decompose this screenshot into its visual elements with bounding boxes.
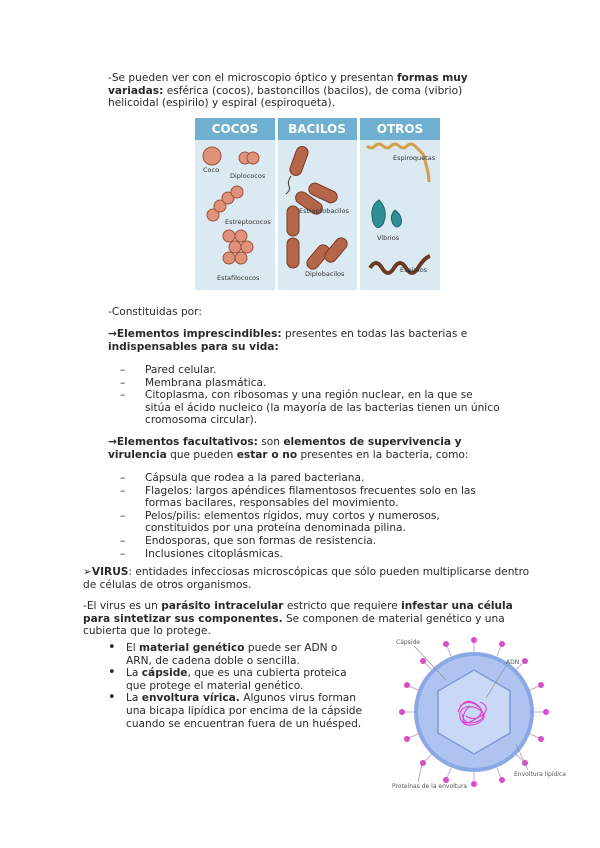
otros-header: OTROS: [376, 122, 424, 136]
intro-text: -Se pueden ver con el microscopio óptico y presentan: [108, 72, 397, 84]
virus-text: : entidades infecciosas microscópicas que sólo pueden multiplicarse dentro de células de otros organismos.: [83, 566, 530, 591]
constituidas-heading: -Constituidas por:: [108, 306, 202, 318]
label-coco: Coco: [203, 166, 220, 174]
intro-bold: formas muy variadas:: [108, 72, 468, 97]
virus-definition: [83, 566, 531, 591]
item-bold: envoltura vírica.: [141, 692, 240, 705]
list-item: – Cápsula que rodea a la pared bacteriana.: [120, 472, 505, 485]
list-item: – Flagelos: largos apéndices filamentosos frecuentes solo en las formas bacilares, responsables del movimiento.: [120, 485, 505, 510]
label-diplobacilos: Diplobacilos: [305, 270, 345, 278]
facultativos-bold-2: elementos de supervivencia y virulencia: [108, 436, 462, 461]
list-item: – Membrana plasmática.: [120, 377, 500, 390]
list-item: – Pared celular.: [120, 364, 500, 377]
item-text: Algunos virus forman una bicapa lipídica por encima de la cápside cuando se encuentran fuera de un huésped.: [126, 692, 363, 730]
virus-title: VIRUS: [91, 566, 129, 578]
cocos-panel: [195, 118, 275, 290]
list-item: [108, 642, 363, 667]
item-text: , que es una cubierta proteica que protege el material genético.: [126, 667, 347, 692]
virus-p-text-1: -El virus es un: [83, 600, 162, 612]
bacilos-header: BACILOS: [288, 122, 346, 136]
virus-p-text-2: estricto que requiere: [283, 600, 402, 612]
virus-p-text-3: Se componen de material genético y una cubierta que lo protege.: [83, 612, 505, 638]
item-bold: cápside: [141, 667, 188, 680]
label-espiroquetas: Espiroquetas: [393, 154, 436, 162]
virus-components-list: [108, 642, 363, 730]
item-text: La: [126, 692, 142, 705]
arrow-marker: ➢: [83, 566, 92, 578]
bacteria-shapes-illustration: [195, 118, 440, 290]
intro-rest: esférica (cocos), bastoncillos (bacilos), de coma (vibrio) helicoidal (espirilo) y espiral (espiroqueta).: [108, 84, 463, 110]
facultativos-bold-3: estar o no: [236, 448, 298, 461]
arrow-marker: →: [108, 436, 117, 448]
list-item: [108, 667, 363, 692]
item-text: El: [126, 642, 140, 654]
label-proteinas: Proteínas de la envoltura: [392, 783, 468, 790]
virus-p-bold-1: parásito intracelular: [161, 600, 284, 612]
list-item: – Inclusiones citoplásmicas.: [120, 548, 505, 561]
list-item: – Endosporas, que son formas de resistencia.: [120, 535, 505, 548]
bacteria-shapes-figure: [195, 118, 440, 290]
facultativos-paragraph: [108, 436, 508, 461]
cocos-header: COCOS: [211, 122, 259, 136]
facultativos-text-1: son: [257, 436, 284, 448]
list-item: – Pelos/pilis: elementos rígidos, muy cortos y numerosos, constituidos por una proteína denominada pilina.: [120, 510, 505, 535]
imprescindibles-text: presentes en todas las bacterias e: [281, 328, 468, 340]
list-item: – Citoplasma, con ribosomas y una región nuclear, en la que se sitúa el ácido nucleico (la mayoría de las bacterias tienen un único cromosoma circular).: [120, 389, 500, 427]
facultativos-text-3: presentes en la bacteria, como:: [297, 448, 469, 461]
imprescindibles-list: [120, 364, 500, 427]
label-estreptobacilos: Estreptobacilos: [299, 207, 349, 215]
arrow-marker: →: [108, 328, 117, 340]
virus-structure-figure: [388, 632, 578, 792]
label-capside: Cápside: [396, 639, 420, 646]
imprescindibles-paragraph: [108, 328, 500, 353]
imprescindibles-bold: indispensables para su vida:: [108, 340, 279, 353]
item-text: La: [126, 667, 142, 680]
label-estreptococos: Estreptococos: [225, 218, 271, 226]
facultativos-text-2: que pueden: [166, 448, 237, 461]
intro-paragraph: [108, 72, 498, 110]
imprescindibles-title: Elementos imprescindibles:: [116, 328, 282, 340]
label-envoltura: Envoltura lipídica: [514, 771, 566, 778]
label-estafilococos: Estafilococos: [217, 274, 260, 282]
item-bold: material genético: [139, 642, 245, 654]
label-diplococos: Diplococos: [230, 172, 266, 180]
pointer-proteinas: [418, 764, 422, 782]
facultativos-list: [120, 472, 505, 560]
virus-p-bold-2: infestar una célula para sintetizar sus componentes.: [83, 600, 513, 625]
facultativos-title: Elementos facultativos:: [116, 436, 258, 448]
item-text: puede ser ADN o ARN, de cadena doble o sencilla.: [126, 642, 338, 667]
virus-illustration: [388, 632, 578, 792]
label-espirilos: Espirilos: [400, 266, 428, 274]
label-adn: ADN: [506, 659, 520, 666]
list-item: [108, 692, 363, 730]
label-vibrios: Vibrios: [377, 234, 400, 242]
